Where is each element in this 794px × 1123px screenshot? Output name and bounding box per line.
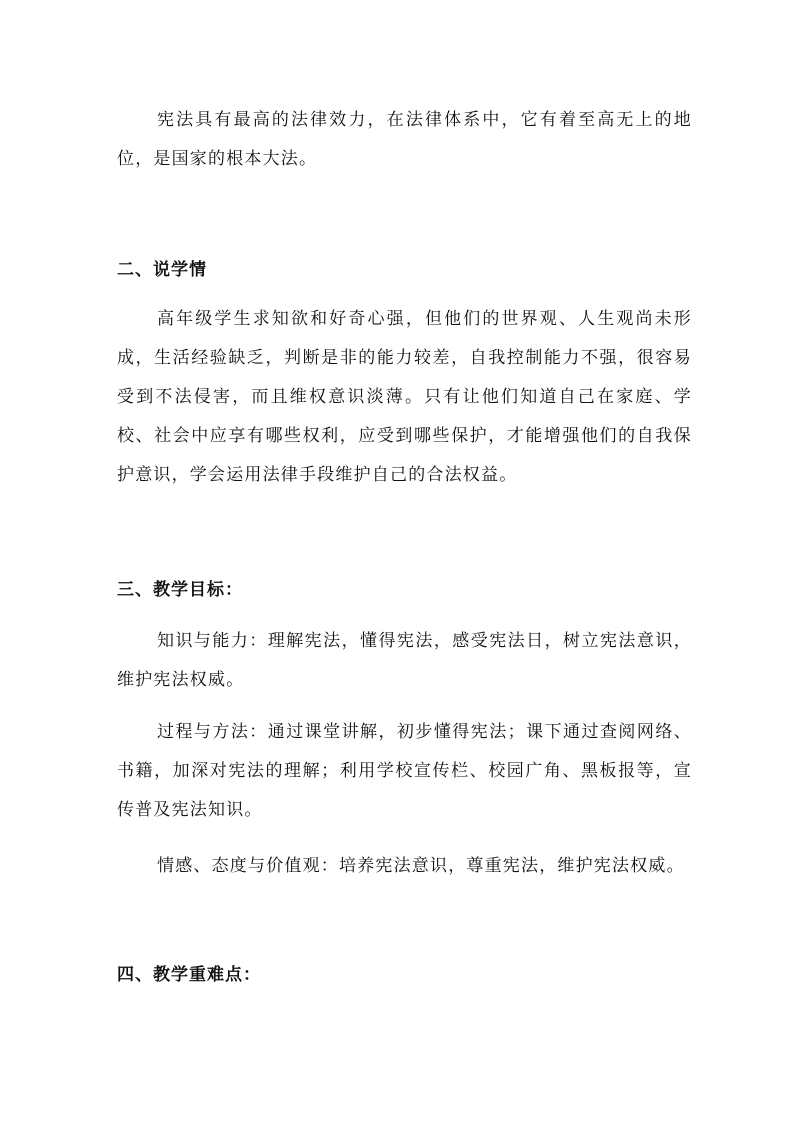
goal-emotion [117,847,692,886]
section-heading-key-points: 四、教学重难点： [117,965,261,985]
goal-process-paragraph: 过程与方法：通过课堂讲解，初步懂得宪法；课下通过查阅网络、书籍，加深对宪法的理解；利用学校宣传栏、校园广角、黑板报等，宣传普及宪法知识。 [117,722,692,820]
section-teaching-goals [117,578,692,602]
intro-section [117,101,692,179]
section-student-analysis [117,258,692,282]
section-heading-student-analysis: 二、说学情 [117,260,207,280]
student-analysis-body [117,300,692,495]
goal-emotion-paragraph: 情感、态度与价值观：培养宪法意识，尊重宪法，维护宪法权威。 [157,856,685,876]
student-analysis-paragraph: 高年级学生求知欲和好奇心强，但他们的世界观、人生观尚未形成，生活经验缺乏，判断是非的能力较差，自我控制能力不强，很容易受到不法侵害，而且维权意识淡薄。只有让他们知道自己在家庭、学校、社会中应享有哪些权利，应受到哪些保护，才能增强他们的自我保护意识，学会运用法律手段维护自己的合法权益。 [117,309,692,485]
goal-process [117,713,692,830]
intro-paragraph: 宪法具有最高的法律效力，在法律体系中，它有着至高无上的地位，是国家的根本大法。 [117,110,692,169]
goal-knowledge-paragraph: 知识与能力：理解宪法，懂得宪法，感受宪法日，树立宪法意识，维护宪法权威。 [117,631,692,690]
section-heading-teaching-goals: 三、教学目标： [117,580,243,600]
goal-knowledge [117,622,692,700]
section-key-points [117,963,692,987]
